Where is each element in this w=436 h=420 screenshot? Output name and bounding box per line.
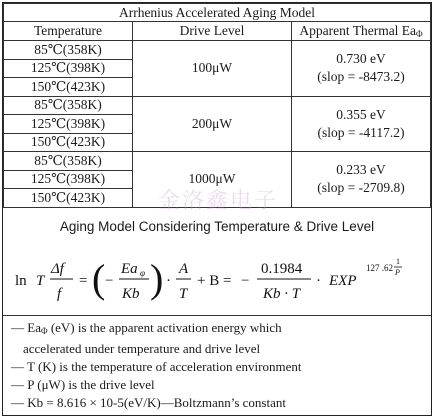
slope-value: (slop = -2709.8) [317, 180, 405, 196]
formula-rparen: ) [150, 255, 164, 301]
arrhenius-table [3, 3, 431, 208]
watermark: 金洛鑫电子 [158, 189, 279, 214]
formula-ea-sub: φ [140, 267, 145, 278]
notes [3, 315, 431, 413]
formula-exp-coef: 127 .62 [366, 262, 393, 273]
temp-cell: 85℃(358K) [4, 41, 133, 60]
temp-cell: 125℃(398K) [4, 170, 133, 189]
formula-exp-den: P [395, 267, 400, 277]
formula-dot: · [166, 272, 171, 289]
table-row [4, 152, 431, 171]
drive-cell: 100μW [133, 41, 292, 97]
arrhenius-panel [2, 2, 432, 416]
formula-exp-num: 1 [396, 256, 400, 266]
formula-t: T [36, 272, 45, 289]
drive-cell: 200μW [133, 96, 292, 152]
slope-value: (slop = -8473.2) [317, 69, 405, 85]
ea-value: 0.233 eV [336, 162, 386, 178]
table-title: Arrhenius Accelerated Aging Model [4, 4, 431, 22]
temp-cell: 150℃(423K) [4, 78, 133, 97]
note-boltzmann: — Kb = 8.616 × 10-5(eV/K)—Boltzmann’s constant [11, 395, 286, 411]
ea-value: 0.355 eV [336, 106, 386, 122]
formula-eq: = [79, 272, 88, 289]
formula-t2: T [179, 285, 188, 302]
formula-kb: Kb [122, 285, 140, 302]
model-title: Aging Model Considering Temperature & Drive Level [59, 218, 375, 234]
table-row [4, 41, 431, 60]
formula-minus2: − [241, 272, 250, 289]
formula-lparen: ( [92, 255, 106, 301]
formula-svg [3, 237, 430, 315]
note-drive-level: — P (μW) is the drive level [11, 377, 155, 393]
formula-a: A [179, 260, 189, 277]
formula-dot2: · [316, 272, 321, 289]
formula-minus: − [105, 272, 114, 289]
formula-ln: ln [15, 272, 27, 289]
header-drive-level: Drive Level [133, 22, 292, 41]
formula-f: f [57, 285, 62, 302]
temp-cell: 125℃(398K) [4, 59, 133, 78]
note-temperature: — T (K) is the temperature of acceleration environment [11, 358, 302, 374]
drive-cell: 1000μW [133, 152, 292, 208]
temp-cell: 85℃(358K) [4, 152, 133, 171]
formula-ea: Ea [121, 260, 138, 277]
aging-formula [3, 237, 431, 315]
header-ea-sub: Φ [416, 29, 423, 39]
formula-plus-b: + B = [197, 272, 232, 289]
note-ea-cont: accelerated under temperature and drive level [23, 340, 261, 356]
ea-cell [292, 96, 431, 152]
formula-delta-f: Δf [51, 260, 64, 277]
slope-value: (slop = -4117.2) [317, 124, 405, 140]
table-row [4, 96, 431, 115]
temp-cell: 125℃(398K) [4, 115, 133, 134]
ea-cell [292, 41, 431, 97]
header-ea-label: Apparent Thermal Ea [299, 23, 417, 38]
temp-cell: 150℃(423K) [4, 133, 133, 152]
note-ea: — $Ea_\Phi$ (eV) is the apparent activation energy which [11, 319, 282, 336]
ea-value: 0.730 eV [336, 51, 386, 67]
temp-cell: 85℃(358K) [4, 96, 133, 115]
ea-cell [292, 152, 431, 208]
temp-cell: 150℃(423K) [4, 189, 133, 208]
formula-num: 0.1984 [261, 260, 303, 277]
header-ea [292, 22, 431, 41]
formula-exp: EXP [329, 272, 357, 289]
header-temperature: Temperature [4, 22, 133, 41]
formula-den: Kb · T [263, 285, 301, 302]
